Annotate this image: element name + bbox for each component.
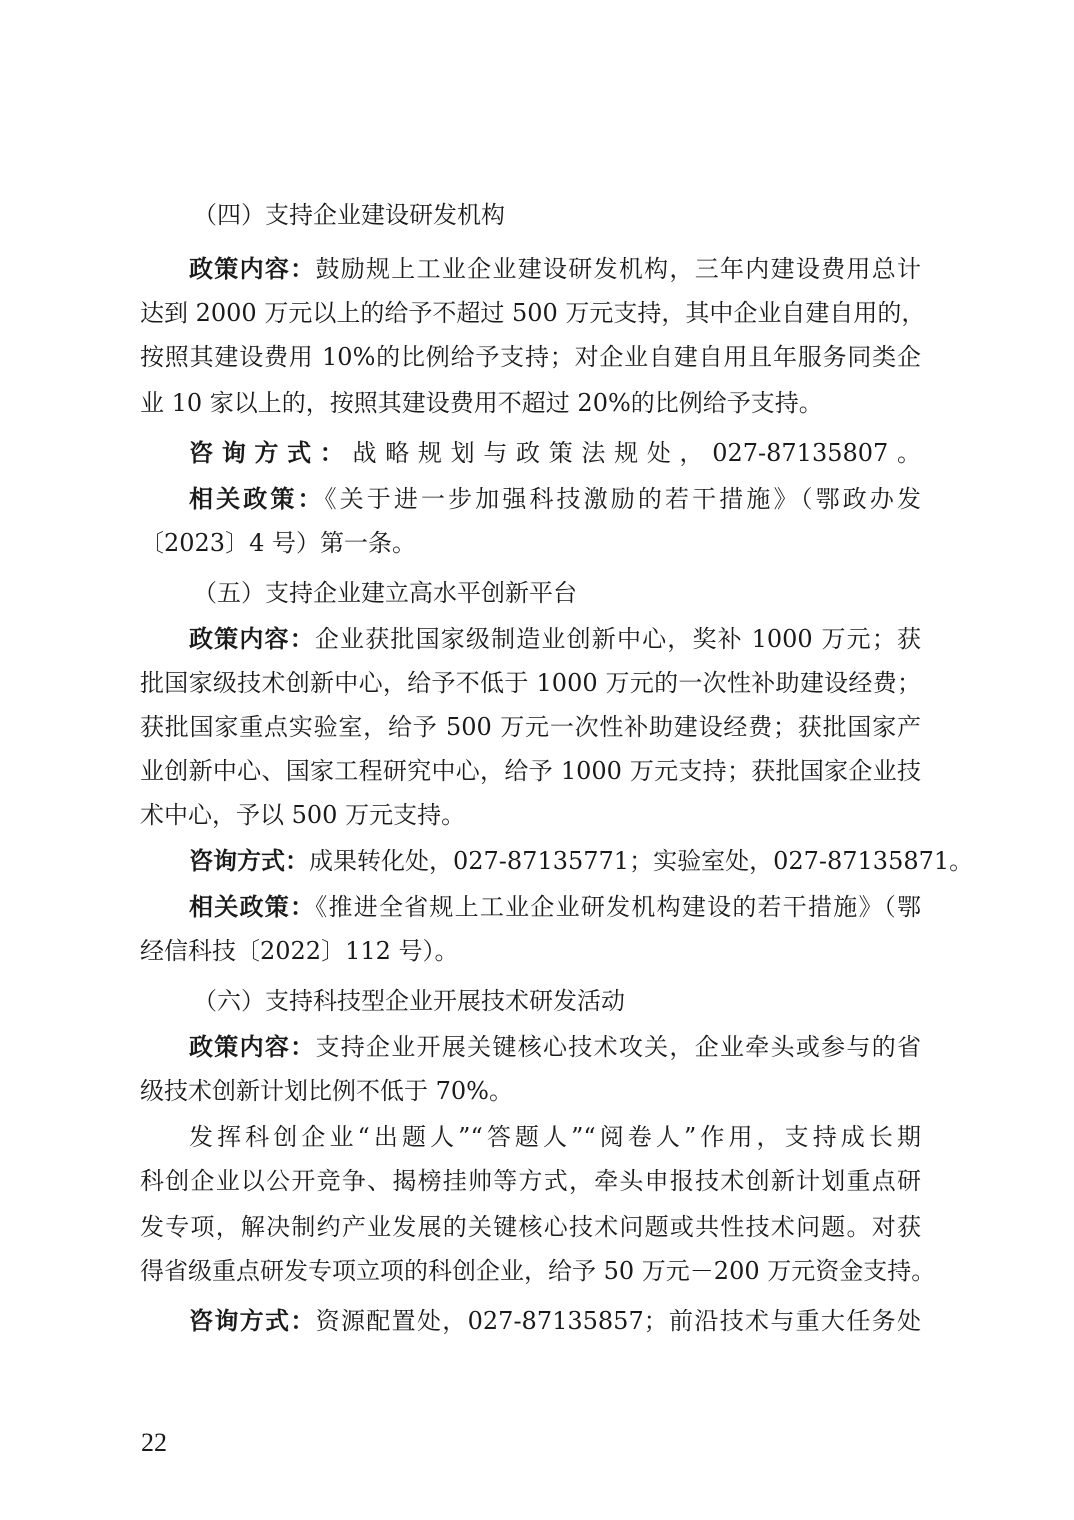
- text-line: [189, 1306, 921, 1336]
- text-line: [189, 892, 921, 922]
- section-heading: [193, 986, 914, 1016]
- line-text: 发专项，解决制约产业发展的关键核心技术问题或共性技术问题。对获: [140, 1213, 921, 1241]
- text-line: [189, 1032, 921, 1062]
- text-line: [189, 624, 921, 654]
- line-text: 得省级重点研发专项立项的科创企业，给予 50 万元－200 万元资金支持。: [140, 1257, 936, 1285]
- line-text: 《推进全省规上工业企业研发机构建设的若干措施》（鄂: [315, 893, 922, 921]
- text-line: [189, 484, 921, 514]
- line-text: （四）支持企业建设研发机构: [193, 201, 505, 229]
- field-label: 咨询方式：: [189, 438, 353, 467]
- line-text: （六）支持科技型企业开展技术研发活动: [193, 987, 625, 1015]
- line-text: 术中心，予以 500 万元支持。: [140, 801, 466, 829]
- field-label: 政策内容：: [189, 254, 316, 283]
- line-text: （五）支持企业建立高水平创新平台: [193, 579, 577, 607]
- page-number: 22: [141, 1428, 167, 1457]
- line-text: 资源配置处，027-87135857；前沿技术与重大任务处: [315, 1307, 922, 1335]
- field-label: 政策内容：: [189, 624, 315, 653]
- line-text: 〔2023〕4 号）第一条。: [140, 529, 416, 557]
- line-text: 业 10 家以上的，按照其建设费用不超过 20%的比例给予支持。: [140, 389, 823, 417]
- text-line: [140, 712, 921, 742]
- line-text: 鼓励规上工业企业建设研发机构，三年内建设费用总计: [315, 255, 922, 283]
- text-line: [140, 1212, 921, 1242]
- line-text: 批国家级技术创新中心，给予不低于 1000 万元的一次性补助建设经费；: [140, 669, 921, 697]
- text-line: [140, 388, 921, 418]
- line-text: 级技术创新计划比例不低于 70%。: [140, 1077, 513, 1105]
- text-line: [140, 756, 921, 786]
- text-line: [189, 846, 974, 876]
- line-text: 《关于进一步加强科技激励的若干措施》（鄂政办发: [324, 485, 922, 513]
- field-label: 相关政策：: [189, 484, 325, 513]
- section-heading: [193, 200, 914, 230]
- line-text: 业创新中心、国家工程研究中心，给予 1000 万元支持；获批国家企业技: [140, 757, 921, 785]
- text-line: [189, 1122, 921, 1152]
- text-line: [140, 1256, 936, 1286]
- line-text: 达到 2000 万元以上的给予不超过 500 万元支持，其中企业自建自用的，: [140, 299, 926, 327]
- line-text: 科创企业以公开竞争、揭榜挂帅等方式，牵头申报技术创新计划重点研: [140, 1167, 921, 1195]
- line-text: 企业获批国家级制造业创新中心，奖补 1000 万元；获: [314, 625, 922, 653]
- text-line: [140, 800, 921, 830]
- line-text: 成果转化处，027-87135771；实验室处，027-87135871。: [309, 847, 974, 875]
- text-line: [140, 936, 921, 966]
- field-label: 相关政策：: [189, 892, 316, 921]
- text-line: [189, 254, 921, 284]
- field-label: 咨询方式：: [189, 1306, 316, 1335]
- field-label: 咨询方式：: [189, 846, 309, 875]
- field-label: 政策内容：: [189, 1032, 316, 1061]
- text-line: [140, 1166, 921, 1196]
- section-heading: [193, 578, 914, 608]
- line-text: 战略规划与政策法规处，027-87135807。: [352, 439, 922, 467]
- text-line: [140, 342, 921, 372]
- line-text: 按照其建设费用 10%的比例给予支持；对企业自建自用且年服务同类企: [140, 343, 921, 371]
- line-text: 经信科技〔2022〕112 号）。: [140, 937, 459, 965]
- text-line: [140, 528, 921, 558]
- text-line: [140, 1076, 921, 1106]
- text-line: [140, 298, 926, 328]
- text-line: [140, 668, 921, 698]
- line-text: 获批国家重点实验室，给予 500 万元一次性补助建设经费；获批国家产: [140, 713, 921, 741]
- line-text: 支持企业开展关键核心技术攻关，企业牵头或参与的省: [315, 1033, 922, 1061]
- text-line: [189, 438, 921, 468]
- line-text: 发挥科创企业“出题人”“答题人”“阅卷人”作用，支持成长期: [189, 1123, 921, 1151]
